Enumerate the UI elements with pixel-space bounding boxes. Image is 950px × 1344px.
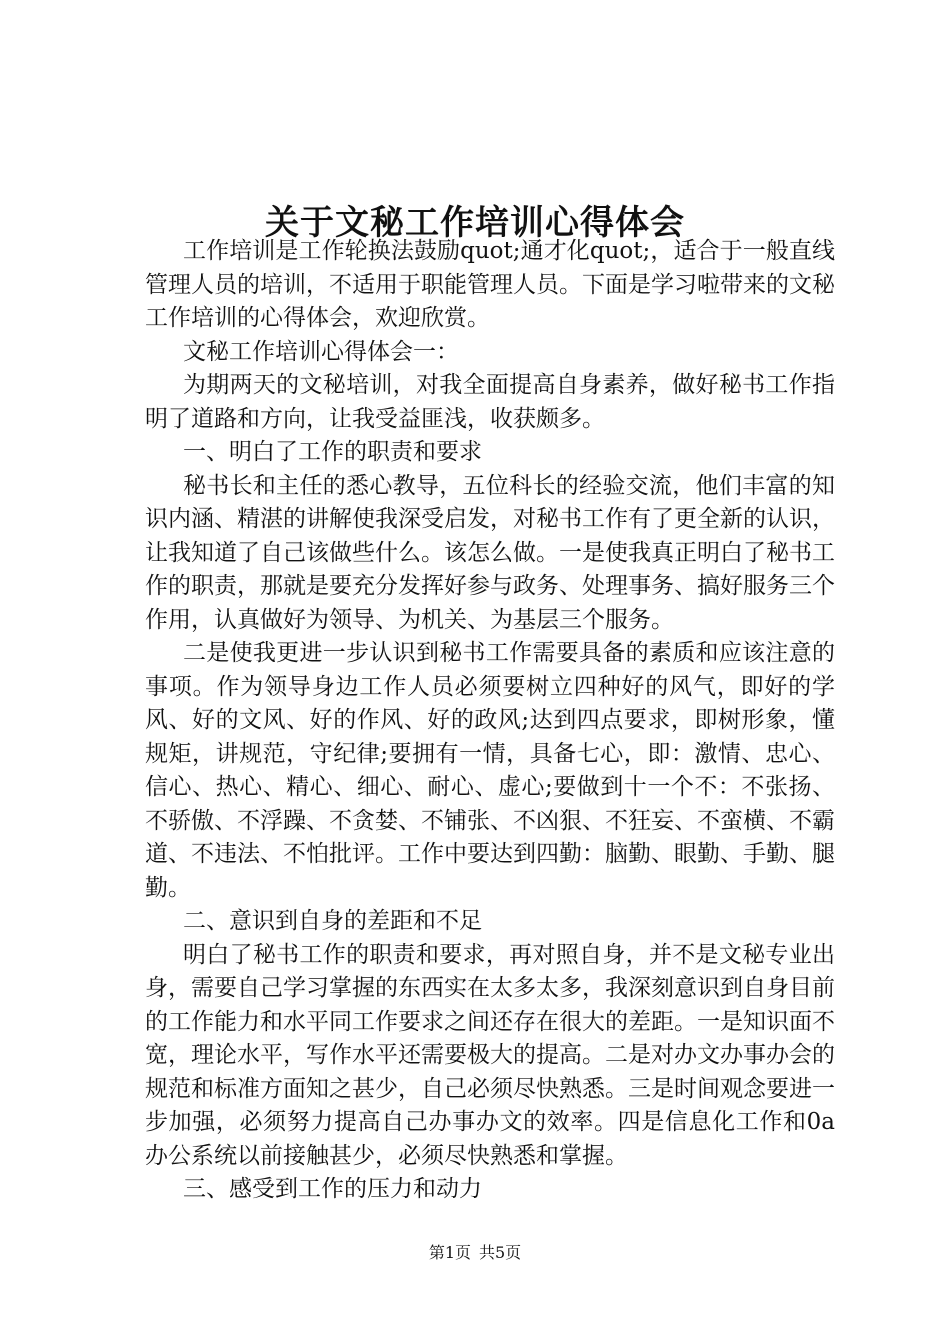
heading-part-one: 一、明白了工作的职责和要求 — [183, 439, 482, 465]
heading-part-three: 三、感受到工作的压力和动力 — [183, 1176, 482, 1202]
page-number: 第1页 — [428, 1243, 471, 1262]
paragraph-part-one-a: 秘书长和主任的悉心教导，五位科长的经验交流，他们丰富的知识内涵、精湛的讲解使我深受启发，对秘书工作有了更全新的认识，让我知道了自己该做些什么。该怎么做。一是使我真正明白了秘书工作的职责，那就是要充分发挥好参与政务、处理事务、搞好服务三个作用，认真做好为领导、为机关、为基层三个服务。 — [145, 472, 835, 633]
paragraph-opening: 为期两天的文秘培训，对我全面提高自身素养，做好秘书工作指明了道路和方向，让我受益匪浅，收获颇多。 — [145, 372, 835, 432]
page-footer — [0, 1243, 950, 1262]
paragraph-section-heading: 文秘工作培训心得体会一： — [183, 338, 459, 365]
page-total: 共5页 — [479, 1243, 522, 1262]
document-body — [145, 235, 835, 1207]
paragraph-part-one-b: 二是使我更进一步认识到秘书工作需要具备的素质和应该注意的事项。作为领导身边工作人员必须要树立四种好的风气，即好的学风、好的文风、好的作风、好的政风;达到四点要求，即树形象，懂规矩，讲规范，守纪律;要拥有一情，具备七心，即：激情、忠心、信心、热心、精心、细心、耐心、虚心;要做到十一个不：不张扬、不骄傲、不浮躁、不贪婪、不铺张、不凶狠、不狂妄、不蛮横、不霸道、不违法、不怕批评。工作中要达到四勤：脑勤、眼勤、手勤、腿勤。 — [145, 640, 835, 901]
paragraph-part-two: 明白了秘书工作的职责和要求，再对照自身，并不是文秘专业出身，需要自己学习掌握的东西实在太多太多，我深刻意识到自身目前的工作能力和水平同工作要求之间还存在很大的差距。一是知识面不宽，理论水平，写作水平还需要极大的提高。二是对办文办事办会的规范和标准方面知之甚少，自己必须尽快熟悉。三是时间观念要进一步加强，必须努力提高自己办事办文的效率。四是信息化工作和0a办公系统以前接触甚少，必须尽快熟悉和掌握。 — [145, 941, 835, 1169]
document-title: 关于文秘工作培训心得体会 — [265, 202, 685, 243]
paragraph-intro: 工作培训是工作轮换法鼓励quot;通才化quot;，适合于一般直线管理人员的培训，不适用于职能管理人员。下面是学习啦带来的文秘工作培训的心得体会，欢迎欣赏。 — [145, 238, 835, 331]
heading-part-two: 二、意识到自身的差距和不足 — [183, 908, 482, 934]
